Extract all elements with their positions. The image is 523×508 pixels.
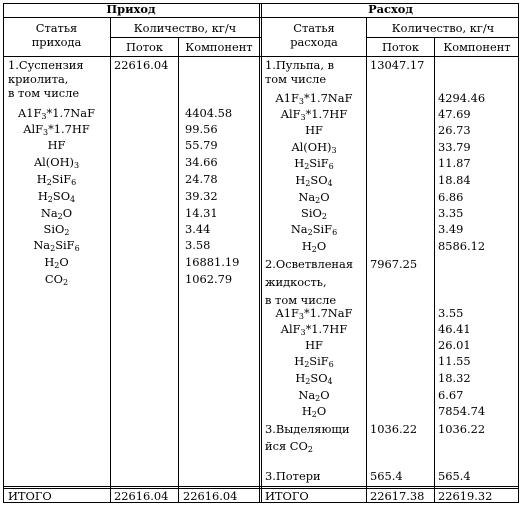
income-item-value: 34.66 — [185, 155, 218, 169]
expense-item-name: HF — [305, 123, 323, 137]
expense-item-name: $H_2SO_4$ — [295, 371, 333, 386]
income-item-name: SiO$_2$ — [43, 222, 70, 237]
expense-group3-label: 3.Выделяющи йся $CO_2$ — [265, 422, 350, 454]
expense-item-value: 3.55 — [438, 306, 464, 320]
income-col-divider-2 — [178, 37, 179, 503]
income-item-name: HF — [47, 138, 66, 152]
income-item-value: 4404.58 — [185, 106, 233, 120]
expense-item-name: $A1F_3*1.7NaF$ — [275, 91, 353, 106]
income-item-value: 24.78 — [185, 172, 218, 186]
expense-item-name: $Al(OH)_3$ — [291, 140, 337, 155]
expense-item-name: HF — [305, 338, 323, 352]
income-item-value: 3.44 — [185, 222, 211, 236]
income-item-name: $CO_2$ — [44, 272, 69, 287]
expense-qty-divider — [366, 37, 519, 38]
expense-total-flow: 22617.38 — [370, 489, 425, 503]
income-qty-header: Количество, кг/ч — [133, 21, 237, 35]
expense-group1-flow: 13047.17 — [370, 58, 425, 72]
income-col-divider-1 — [110, 17, 111, 503]
expense-item-name: SiO$_2$ — [301, 206, 327, 221]
income-title: Приход — [106, 2, 156, 16]
expense-component-header: Компонент — [443, 40, 511, 54]
income-item-value: 39.32 — [185, 189, 218, 203]
expense-item-value: 3.35 — [438, 206, 464, 220]
expense-item-name: $Na_2O$ — [298, 388, 330, 403]
income-qty-divider — [110, 37, 261, 38]
expense-group3-component: 1036.22 — [438, 422, 486, 436]
income-group-label: 1.Суспензия криолита, в том числе — [8, 58, 84, 100]
income-item-name: $Al(OH)_3$ — [33, 155, 80, 170]
expense-item-value: 33.79 — [438, 140, 471, 154]
expense-col-divider-1 — [366, 17, 367, 503]
income-item-name: $H_2SO_4$ — [37, 189, 76, 204]
expense-item-value: 18.32 — [438, 371, 471, 385]
expense-item-value: 6.67 — [438, 388, 464, 402]
expense-item-value: 46.41 — [438, 322, 471, 336]
income-item-value: 99.56 — [185, 122, 218, 136]
center-double-divider — [259, 3, 262, 503]
expense-item-value: 4294.46 — [438, 91, 486, 105]
expense-item-value: 3.49 — [438, 222, 464, 236]
income-total-component: 22616.04 — [183, 489, 238, 503]
expense-qty-header: Количество, кг/ч — [391, 21, 495, 35]
expense-item-value: 11.55 — [438, 354, 471, 368]
expense-item-value: 6.86 — [438, 190, 464, 204]
expense-item-name: $Na_2SiF_6$ — [290, 222, 338, 237]
income-item-name: $H_2SiF_6$ — [36, 172, 77, 187]
expense-item-name: $Na_2O$ — [298, 190, 330, 205]
income-flow-header: Поток — [125, 40, 164, 54]
expense-item-value: 18.84 — [438, 173, 471, 187]
expense-group4-component: 565.4 — [438, 469, 471, 483]
income-item-name: $H_2O$ — [44, 255, 69, 270]
expense-item-name: $H_2O$ — [301, 404, 327, 419]
income-item-value: 55.79 — [185, 138, 218, 152]
expense-item-value: 7854.74 — [438, 404, 486, 418]
expense-item-name: $H_2SiF_6$ — [294, 354, 334, 369]
expense-item-name: $H_2O$ — [301, 239, 327, 254]
income-item-value: 16881.19 — [185, 255, 240, 269]
expense-group2-flow: 7967.25 — [370, 257, 418, 271]
income-item-value: 14.31 — [185, 206, 218, 220]
expense-total-label: ИТОГО — [265, 489, 309, 503]
expense-item-name: $A1F_3*1.7NaF$ — [275, 306, 353, 321]
income-item-name: AlF$_3$*1.7HF — [23, 122, 90, 137]
expense-flow-header: Поток — [381, 40, 420, 54]
income-item-name: $Na_2SiF_6$ — [33, 238, 80, 253]
expense-col-divider-2 — [434, 37, 435, 503]
expense-group4-label: 3.Потери — [265, 469, 321, 483]
income-item-value: 3.58 — [185, 238, 211, 252]
expense-group2-label: 2.Осветвленая жидкость, в том числе — [265, 257, 353, 307]
expense-item-value: 11.87 — [438, 156, 471, 170]
expense-item-value: 26.01 — [438, 338, 471, 352]
income-article-header: Статья прихода — [31, 21, 82, 49]
expense-group3-flow: 1036.22 — [370, 422, 418, 436]
income-item-value: 1062.79 — [185, 272, 233, 286]
expense-total-component: 22619.32 — [438, 489, 493, 503]
expense-item-value: 26.73 — [438, 123, 471, 137]
expense-item-value: 8586.12 — [438, 239, 486, 253]
expense-item-name: AlF$_3$*1.7HF — [280, 322, 348, 337]
income-component-header: Компонент — [185, 40, 253, 54]
expense-title: Расход — [368, 2, 413, 16]
income-group-flow: 22616.04 — [114, 58, 169, 72]
expense-group1-label: 1.Пульпа, в том числе — [265, 58, 334, 86]
expense-item-name: $H_2SiF_6$ — [294, 156, 334, 171]
expense-article-header: Статья расхода — [290, 21, 338, 49]
expense-item-value: 47.69 — [438, 107, 471, 121]
expense-item-name: $H_2SO_4$ — [295, 173, 333, 188]
expense-item-name: AlF$_3$*1.7HF — [280, 107, 348, 122]
income-item-name: $Na_2O$ — [40, 206, 73, 221]
expense-group4-flow: 565.4 — [370, 469, 403, 483]
income-total-flow: 22616.04 — [114, 489, 169, 503]
income-total-label: ИТОГО — [8, 489, 52, 503]
income-item-name: $A1F_3*1.7NaF$ — [18, 106, 95, 121]
